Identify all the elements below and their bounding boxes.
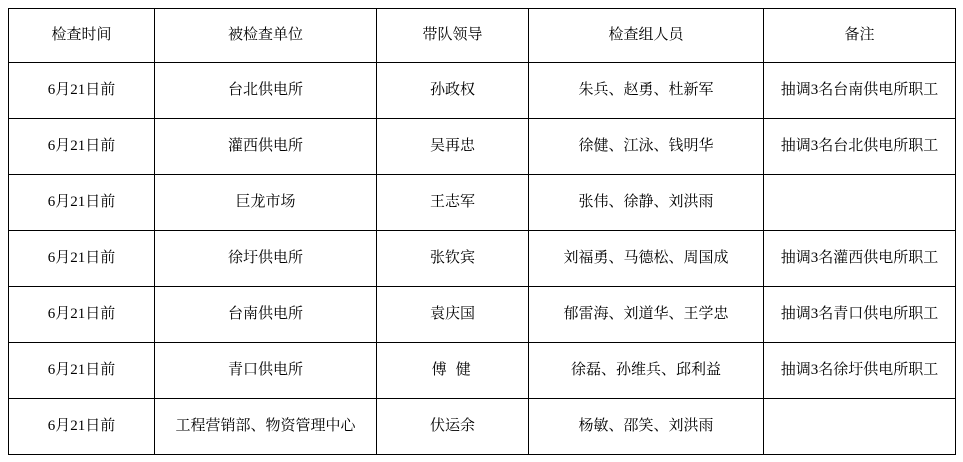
table-row <box>9 119 956 175</box>
cell-time: 6月21日前 <box>9 119 155 175</box>
table-header-row <box>9 9 956 63</box>
cell-note: 抽调3名青口供电所职工 <box>764 287 956 343</box>
inspection-schedule-table <box>8 8 956 455</box>
cell-members: 刘福勇、马德松、周国成 <box>529 231 764 287</box>
cell-leader: 傅 健 <box>377 343 529 399</box>
cell-unit: 青口供电所 <box>155 343 377 399</box>
table-row <box>9 399 956 455</box>
table-row <box>9 287 956 343</box>
cell-members: 朱兵、赵勇、杜新军 <box>529 63 764 119</box>
cell-time: 6月21日前 <box>9 399 155 455</box>
cell-time: 6月21日前 <box>9 343 155 399</box>
table-body <box>9 63 956 455</box>
cell-unit: 工程营销部、物资管理中心 <box>155 399 377 455</box>
cell-time: 6月21日前 <box>9 63 155 119</box>
table-header <box>9 9 956 63</box>
cell-unit: 台南供电所 <box>155 287 377 343</box>
cell-time: 6月21日前 <box>9 175 155 231</box>
cell-leader: 吴再忠 <box>377 119 529 175</box>
table-row <box>9 175 956 231</box>
cell-members: 杨敏、邵笑、刘洪雨 <box>529 399 764 455</box>
cell-members: 郁雷海、刘道华、王学忠 <box>529 287 764 343</box>
cell-members: 徐健、江泳、钱明华 <box>529 119 764 175</box>
cell-leader: 伏运余 <box>377 399 529 455</box>
cell-time: 6月21日前 <box>9 287 155 343</box>
cell-unit: 巨龙市场 <box>155 175 377 231</box>
cell-members: 张伟、徐静、刘洪雨 <box>529 175 764 231</box>
table-row <box>9 343 956 399</box>
table-row <box>9 63 956 119</box>
cell-leader: 袁庆国 <box>377 287 529 343</box>
cell-unit: 徐圩供电所 <box>155 231 377 287</box>
cell-note <box>764 399 956 455</box>
cell-note: 抽调3名台北供电所职工 <box>764 119 956 175</box>
cell-leader: 孙政权 <box>377 63 529 119</box>
column-header-members: 检查组人员 <box>529 9 764 63</box>
cell-note <box>764 175 956 231</box>
cell-members: 徐磊、孙维兵、邱利益 <box>529 343 764 399</box>
cell-unit: 灌西供电所 <box>155 119 377 175</box>
cell-time: 6月21日前 <box>9 231 155 287</box>
cell-leader: 王志军 <box>377 175 529 231</box>
cell-unit: 台北供电所 <box>155 63 377 119</box>
column-header-note: 备注 <box>764 9 956 63</box>
table-row <box>9 231 956 287</box>
column-header-time: 检查时间 <box>9 9 155 63</box>
cell-note: 抽调3名徐圩供电所职工 <box>764 343 956 399</box>
cell-note: 抽调3名台南供电所职工 <box>764 63 956 119</box>
cell-leader: 张钦宾 <box>377 231 529 287</box>
column-header-unit: 被检查单位 <box>155 9 377 63</box>
column-header-leader: 带队领导 <box>377 9 529 63</box>
cell-note: 抽调3名灌西供电所职工 <box>764 231 956 287</box>
